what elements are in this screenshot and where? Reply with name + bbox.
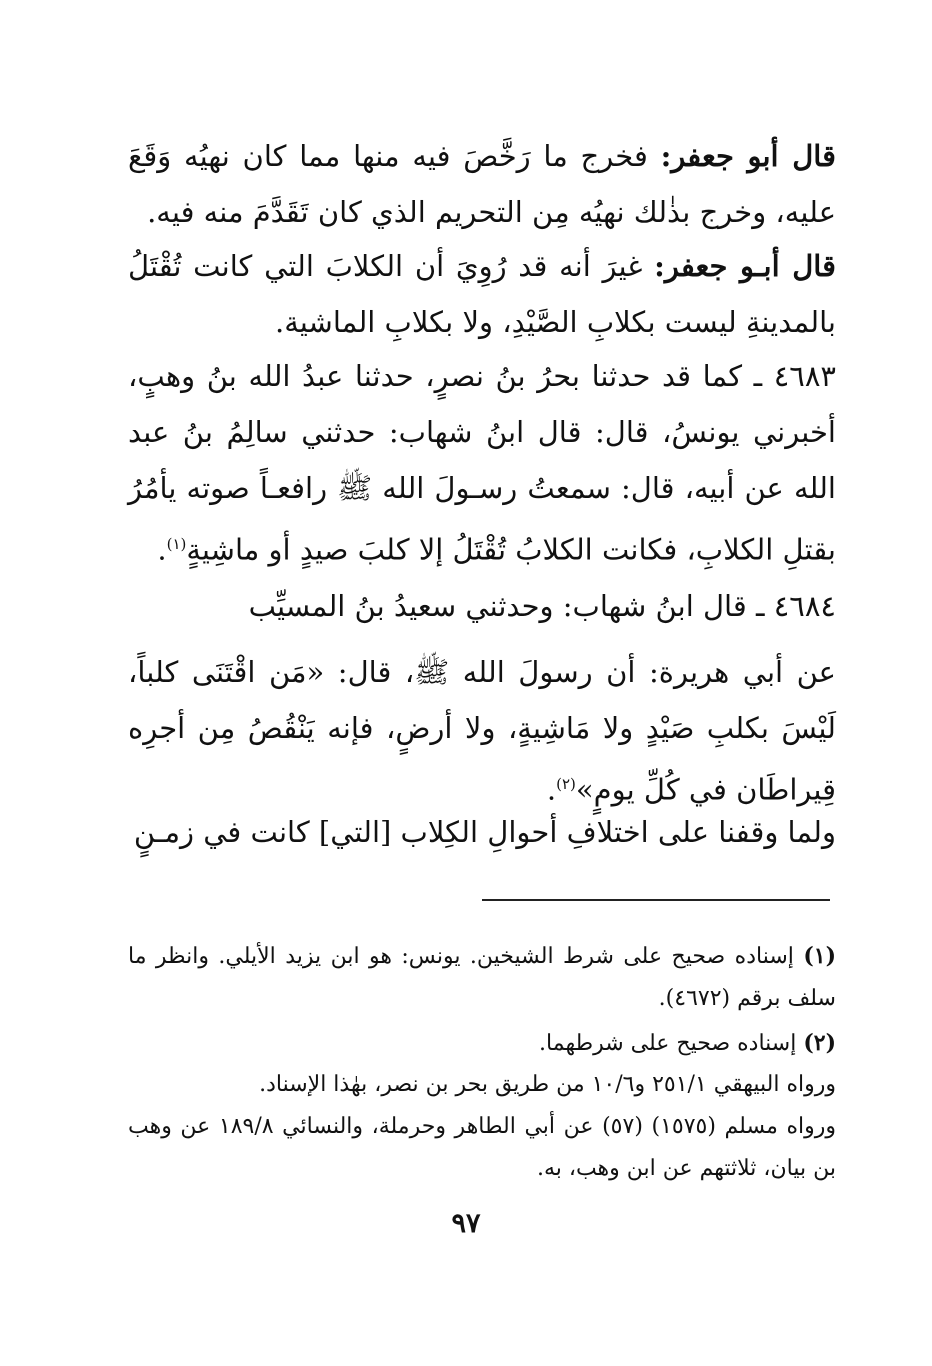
speaker-label: قال أبـو جعفر: bbox=[654, 249, 836, 283]
footnote-2 bbox=[128, 1022, 836, 1065]
footnote-number: (١) bbox=[803, 943, 836, 969]
hadith-text: عن أبي هريرة: أن رسولَ الله ﷺ، قال: «مَن اقْتَنَى كلباً، لَيْسَ بكلبِ صَيْدٍ ولا مَاشِيةٍ، ولا أرضٍ، فإنه يَنْقُصُ مِن أجرِه قِيراطَان في كُلِّ يومٍ» bbox=[128, 655, 836, 807]
footnote-text: إسناده صحيح على شرط الشيخين. يونس: هو ابن يزيد الأيلي. وانظر ما سلف برقم (٤٦٧٢). bbox=[128, 944, 836, 1011]
closing-paragraph bbox=[128, 804, 836, 860]
footnote-text: إسناده صحيح على شرطهما. bbox=[539, 1031, 797, 1056]
footnote-text: ورواه مسلم (١٥٧٥) (٥٧) عن أبي الطاهر وحرملة، والنسائي ١٨٩/٨ عن وهب بن بيان، ثلاثتهم عن ابن وهب، به. bbox=[128, 1114, 836, 1181]
footnote-marker: (٢) bbox=[556, 775, 576, 793]
footnote-2-continuation bbox=[128, 1106, 836, 1190]
hadith-text: ٤٦٨٣ ـ كما قد حدثنا بحرُ بنُ نصرٍ، حدثنا عبدُ الله بنُ وهبٍ، أخبرني يونسُ، قال: قال ابنُ شهاب: حدثني سالِمُ بنُ عبد الله عن أبيه، قال: سمعتُ رسـولَ الله ﷺ رافعـاً صوته يأمُرُ بقتلِ الكلابِ، فكانت الكلابُ تُقْتَلُ إلا كلبَ صيدٍ أو ماشِيةٍ bbox=[128, 359, 836, 567]
paragraph-text: ولما وقفنا على اختلافِ أحوالِ الكِلاب [التي] كانت في زمـنٍ bbox=[133, 815, 836, 849]
hadith-end: . bbox=[157, 532, 167, 567]
footnote-text: ورواه البيهقي ٢٥١/١ و١٠/٦ من طريق بحر بن نصر، بهٰذا الإسناد. bbox=[259, 1072, 836, 1097]
footnote-divider bbox=[482, 899, 830, 901]
hadith-4684-heading bbox=[128, 578, 836, 634]
paragraph-2 bbox=[128, 238, 836, 350]
footnote-marker: (١) bbox=[166, 535, 187, 553]
hadith-4684-body bbox=[128, 644, 836, 818]
paragraph-text: غيرَ أنه قد رُوِيَ أن الكلابَ التي كانت تُقْتَلُ بالمدينةِ ليست بكلابِ الصَّيْدِ، ولا بكلابِ الماشية. bbox=[128, 249, 836, 339]
footnote-number: (٢) bbox=[803, 1030, 836, 1056]
footnote-1 bbox=[128, 935, 836, 1020]
paragraph-text: فخرج ما رَخَّصَ فيه منها مما كان نهيُه وَقَعَ عليه، وخرج بذٰلك نهيُه مِن التحريم الذي كان تَقَدَّمَ منه فيه. bbox=[128, 139, 836, 229]
paragraph-1 bbox=[128, 128, 836, 240]
hadith-text: ٤٦٨٤ ـ قال ابنُ شهاب: وحدثني سعيدُ بنُ المسيِّب bbox=[248, 589, 836, 623]
hadith-end: . bbox=[546, 772, 557, 807]
footnote-2-continuation bbox=[128, 1064, 836, 1106]
speaker-label: قال أبو جعفر: bbox=[660, 139, 837, 173]
hadith-4683 bbox=[128, 348, 836, 578]
page-number: ٩٧ bbox=[451, 1208, 481, 1239]
